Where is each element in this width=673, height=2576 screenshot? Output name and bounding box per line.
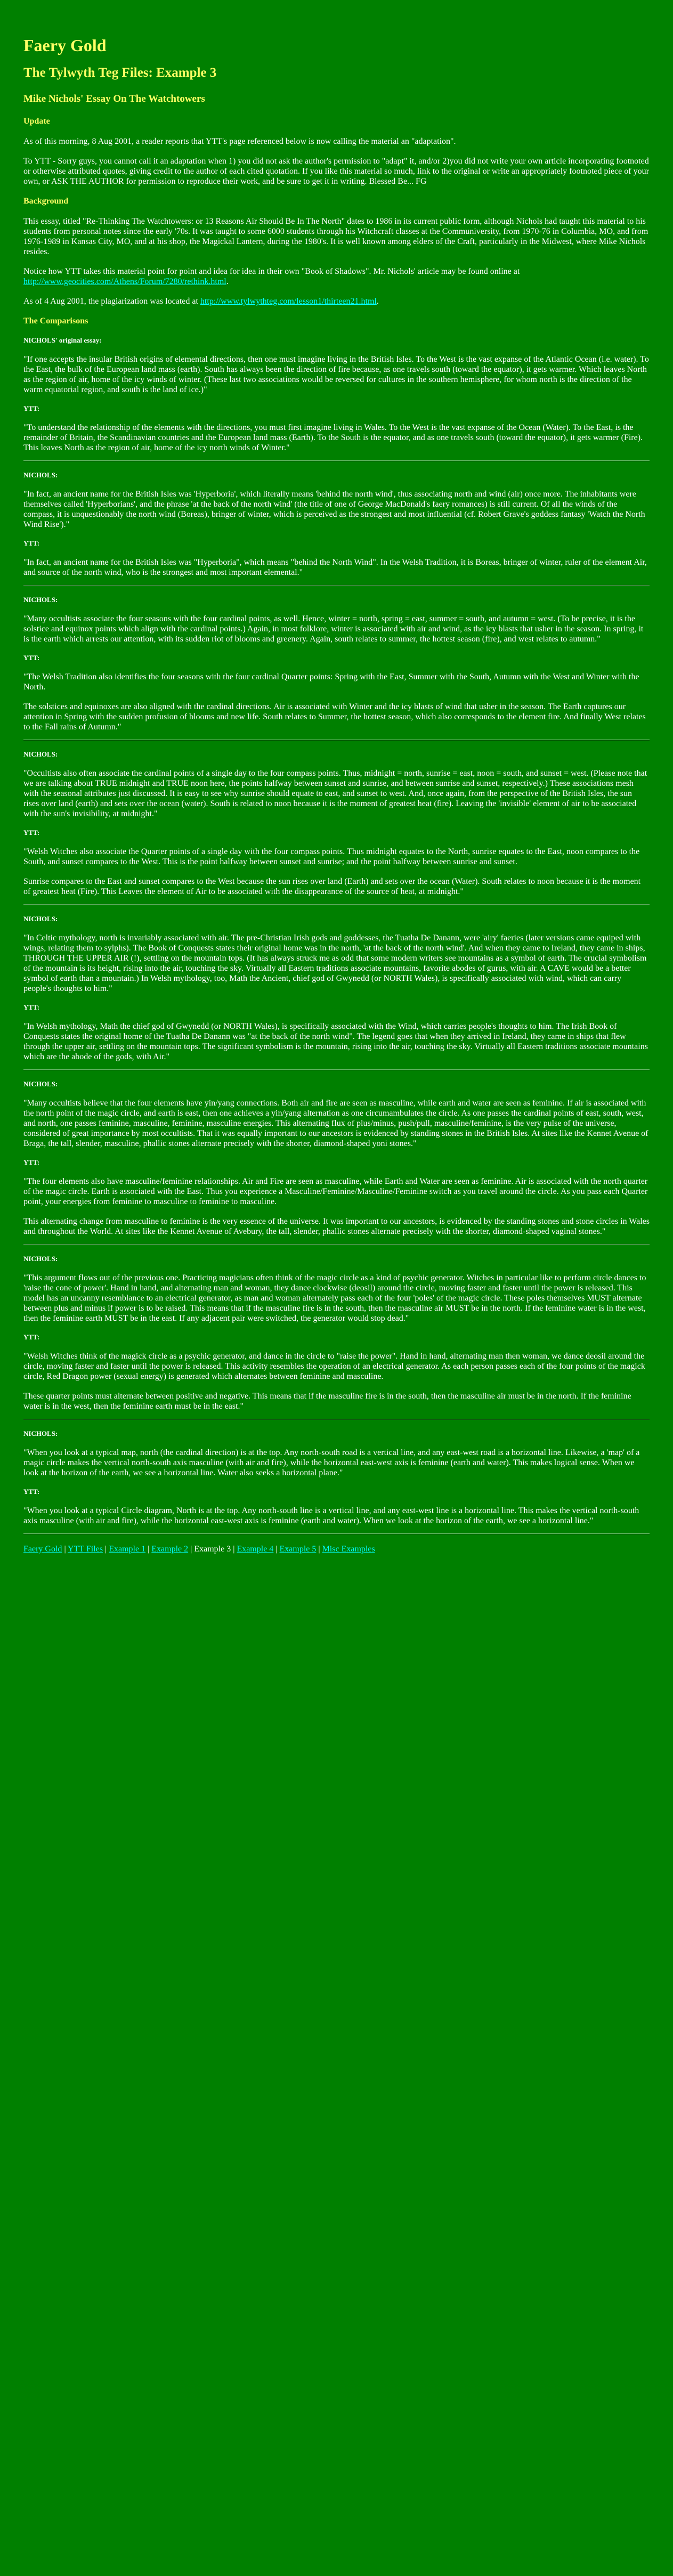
divider: [23, 585, 650, 586]
nav-link-example-5[interactable]: Example 5: [279, 1545, 317, 1554]
ytt-quote-continued: This alternating change from masculine to feminine is the very essence of the universe. It was important to our ancestors, is evidenced by the standing stones and stone circles in Wales and throughout the World. At sites like the Kennet Avenue of Avebury, the tall, slender, phallic stones alternate precisely with the shorter, diamond-shaped vaginal stones.": [23, 1217, 650, 1236]
divider: [23, 1533, 650, 1534]
ytt-quote-continued: The solstices and equinoxes are also aligned with the cardinal directions. Air is associated with Winter and the icy blasts of wind that usher in the season. The Earth captures our attention in Spring with the sudden profusion of blooms and new life. South relates to Summer, the hottest season, which also corresponds to the element fire. And finally West relates to the Fall rains of Autumn.": [23, 702, 646, 732]
nav-separator: |: [62, 1545, 68, 1554]
update-heading: Update: [23, 117, 50, 126]
page-subtitle: The Tylwyth Teg Files: Example 3: [23, 66, 217, 80]
divider: [23, 904, 650, 905]
divider: [23, 1069, 650, 1070]
ytt-label: YTT:: [23, 1003, 40, 1011]
nichols-quote: "In Celtic mythology, north is invariably associated with air. The pre-Christian Irish gods and goddesses, the Tuatha De Danann, were 'airy' faeries (later versions came equiped with wings, relating them to sylphs). The Book of Conquests states their original home was in the north, 'at the back of the north wind'. And when they came to Ireland, they came in ships, THROUGH THE UPPER AIR (!), settling on the mountain tops. (It has always struck me as odd that some modern writers see mountains as a symbol of earth. The crucial symbolism of the mountain is its height, rising into the air, touching the sky. Virtually all Eastern traditions associate mountains, favorite abodes of gurus, with air. A CAVE would be a better symbol of earth than a mountain.) In Welsh mythology, too, Math the Ancient, chief god of Gwynedd (or NORTH Wales), is specifically associated with wind, which can carry people's thoughts to him.": [23, 933, 647, 993]
background-p3-end: .: [376, 297, 379, 306]
divider: [23, 1244, 650, 1245]
nav-separator: |: [188, 1545, 194, 1554]
nichols-label: NICHOLS:: [23, 596, 58, 604]
nav-current-example-3: Example 3: [194, 1545, 231, 1554]
nav-separator: |: [316, 1545, 322, 1554]
nav-link-ytt-files[interactable]: YTT Files: [68, 1545, 103, 1554]
nav-separator: |: [145, 1545, 152, 1554]
original-essay-link[interactable]: http://www.geocities.com/Athens/Forum/7280/rethink.html: [23, 277, 226, 286]
ytt-quote: "Welsh Witches also associate the Quarter points of a single day with the four compass points. Thus midnight equates to the North, sunrise equates to the East, noon compares to the South, and sunset compares to the West. This is the point halfway between sunset and sunrise; and the point halfway between sunrise and sunset.: [23, 847, 640, 866]
ytt-quote-continued: These quarter points must alternate between positive and negative. This means that if the masculine fire is in the south, then the masculine air must be in the north. If the feminine water is in the west, then the feminine earth must be in the east.": [23, 1392, 631, 1411]
comparisons-heading: The Comparisons: [23, 316, 88, 326]
nichols-label: NICHOLS:: [23, 915, 58, 923]
nichols-label: NICHOLS:: [23, 471, 58, 479]
nichols-label: NICHOLS:: [23, 1255, 58, 1263]
nav-separator: |: [102, 1545, 109, 1554]
background-paragraph-3: [23, 296, 650, 306]
ytt-quote: "The Welsh Tradition also identifies the four seasons with the four cardinal Quarter points: Spring with the East, Summer with the South, Autumn with the West and Winter with the North.: [23, 672, 639, 692]
essay-heading: Mike Nichols' Essay On The Watchtowers: [23, 93, 205, 104]
ytt-quote: "The four elements also have masculine/feminine relationships. Air and Fire are seen as masculine, while Earth and Water are seen as feminine. Air is associated with the north quarter of the magic circle. Earth is associated with the East. Thus you experience a Masculine/Feminine/Masculine/Feminine switch as you travel around the circle. As you pass each Quarter point, your energies from feminine to masculine to feminine to masculine.: [23, 1177, 648, 1206]
ytt-label: YTT:: [23, 404, 40, 412]
ytt-label: YTT:: [23, 539, 40, 547]
nichols-quote: "This argument flows out of the previous one. Practicing magicians often think of the magic circle as a kind of psychic generator. Witches in particular like to perform circle dances to 'raise the cone of power'. Hand in hand, and alternating man and woman, they dance clockwise (deosil) around the circle, moving faster and faster until the power is released. This model has an uncanny resemblance to an electrical generator, as man and woman alternately pass each of the four 'poles' of the magic circle. These poles themselves MUST alternate between plus and minus if power is to be raised. This means that if the masculine fire is in the south, then the masculine air MUST be in the north. If the feminine water is in the west, then the feminine earth MUST be in the east. If any adjacent pair were switched, the generator would stop dead.": [23, 1273, 646, 1323]
plagiarized-page-link[interactable]: http://www.tylwythteg.com/lesson1/thirteen21.html: [200, 297, 377, 306]
ytt-quote: "Welsh Witches think of the magick circle as a psychic generator, and dance in the circle to "raise the power". Hand in hand, alternating man then woman, we dance deosil around the circle, moving faster and faster until the power is released. This activity resembles the operation of an electrical generator. As each person passes each of the four points of the magick circle, Red Dragon power (sexual energy) is generated which alternates between feminine and masculine.: [23, 1352, 645, 1381]
site-title: Faery Gold: [23, 36, 107, 55]
ytt-label: YTT:: [23, 1158, 40, 1166]
nichols-quote: "Occultists also often associate the cardinal points of a single day to the four compass points. Thus, midnight = north, sunrise = east, noon = south, and sunset = west. (Please note that we are talking about TRUE midnight and TRUE noon here, the points halfway between sunset and sunrise, and between sunrise and sunset, respectively.) These associations mesh with the seasonal attributes just discussed. It is easy to see why sunrise should equate to east, and sunset to west. And, once again, from the perspective of the British Isles, the sun rises over land (earth) and sets over the ocean (water). South is related to noon because it is the moment of greatest heat (fire). Leaving the 'invisible' element of air to be associated with the sun's invisibility, at midnight.": [23, 769, 647, 818]
update-paragraph-2: To YTT - Sorry guys, you cannot call it an adaptation when 1) you did not ask the author's permission to "adapt" it, and/or 2)you did not write your own article incorporating footnoted or otherwise attributed quotes, giving credit to the author of each cited quotation. If you like this material so much, link to the original or write an appropriately footnoted piece of your own, or ASK THE AUTHOR for permission to reproduce their work, and be sure to get it in writing. Blessed Be... FG: [23, 157, 649, 186]
nichols-quote: "In fact, an ancient name for the British Isles was 'Hyperboria', which literally means 'behind the north wind', thus associating north and wind (air) once more. The inhabitants were themselves called 'Hyperborians', and the phrase 'at the back of the north wind' (the title of one of George MacDonald's faery romances) is still current. Of all the winds of the compass, it is unquestionably the north wind (Boreas), bringer of winter, which is perceived as the strongest and most influential (cf. Robert Grave's goddess fantasy 'Watch the North Wind Rise').": [23, 490, 645, 529]
divider: [23, 460, 650, 461]
ytt-label: YTT:: [23, 654, 40, 662]
nav-link-example-1[interactable]: Example 1: [109, 1545, 146, 1554]
divider: [23, 740, 650, 741]
nav-link-example-4[interactable]: Example 4: [237, 1545, 274, 1554]
ytt-label: YTT:: [23, 1333, 40, 1341]
nichols-quote: "If one accepts the insular British origins of elemental directions, then one must imagine living in the British Isles. To the West is the vast expanse of the Atlantic Ocean (i.e. water). To the East, the bulk of the European land mass (earth). South has always been the direction of fire because, as one travels south (toward the equator), it gets warmer. Which leaves North as the region of air, home of the icy winds of winter. (These last two associations would be reversed for cultures in the southern hemisphere, for whom north is the direction of the warm equatorial region, and south is the land of ice.)": [23, 355, 649, 394]
ytt-quote: "When you look at a typical Circle diagram, North is at the top. Any north-south line is a vertical line, and any east-west line is a horizontal line. This makes the vertical north-south axis masculine (with air and fire), while the horizontal east-west axis is feminine (earth and water). When we look at the horizon of the earth, we see a horizontal line.": [23, 1506, 639, 1525]
ytt-quote: "In fact, an ancient name for the British Isles was "Hyperboria", which means "behind the North Wind". In the Welsh Tradition, it is Boreas, bringer of winter, ruler of the element Air, and source of the north wind, who is the strongest and most important elemental.": [23, 558, 647, 577]
background-p2-end: .: [226, 277, 229, 286]
nav-separator: |: [231, 1545, 237, 1554]
nav-link-misc-examples[interactable]: Misc Examples: [322, 1545, 375, 1554]
footer-nav: [23, 1544, 650, 1554]
nav-link-example-2[interactable]: Example 2: [151, 1545, 189, 1554]
background-heading: Background: [23, 197, 69, 206]
ytt-quote: "To understand the relationship of the elements with the directions, you must first imagine living in Wales. To the West is the vast expanse of the Ocean (Water). To the East, is the remainder of Britain, the Scandinavian countries and the European land mass (Earth). To the South is the equator, and as one travels south (toward the equator), it gets warmer (Fire). This leaves North as the region of air, home of the icy north winds of Winter.": [23, 423, 643, 452]
divider: [23, 1419, 650, 1420]
nichols-label: NICHOLS' original essay:: [23, 336, 102, 344]
nichols-quote: "Many occultists believe that the four elements have yin/yang connections. Both air and fire are seen as masculine, while earth and water are seen as feminine. If air is associated with the north point of the magic circle, and earth is east, then one achieves a yin/yang alternation as one circumambulates the circle. As one passes the cardinal points of east, south, west, and north, one passes feminine, masculine, feminine, masculine energies. This alternating flux of plus/minus, push/pull, masculine/feminine, is the very pulse of the universe, considered of great importance by most occultists. That it was equally important to our ancestors is evidenced by standing stones in the British Isles. At sites like the Kennet Avenue of Braga, the tall, slender, masculine, phallic stones alternate precisely with the shorter, diamond-shaped yoni stones.": [23, 1099, 648, 1148]
nav-link-faery-gold[interactable]: Faery Gold: [23, 1545, 62, 1554]
background-paragraph-1: This essay, titled "Re-Thinking The Watchtowers: or 13 Reasons Air Should Be In The North" dates to 1986 in its current public form, although Nichols had taught this material to his students from personal notes since the early '70s. It was taught to some 6000 students through his Witchcraft classes at the Communiversity, from 1970-76 in Columbia, MO, and from 1976-1989 in Kansas City, MO, and at his shop, the Magickal Lantern, during the 1980's. It is well known among elders of the Craft, particularly in the Midwest, where Mike Nichols resides.: [23, 217, 648, 256]
nichols-quote: "When you look at a typical map, north (the cardinal direction) is at the top. Any north-south road is a vertical line, and any east-west road is a horizontal line. Likewise, a 'map' of a magic circle makes the vertical north-south axis masculine (with air and fire), while the horizontal east-west axis is feminine (earth and water). This makes logical sense. When we look at the horizon of the earth, we see a horizontal line. Water also seeks a horizontal plane.": [23, 1448, 640, 1477]
background-paragraph-2: [23, 266, 650, 287]
nav-separator: |: [273, 1545, 280, 1554]
nichols-label: NICHOLS:: [23, 750, 58, 758]
nichols-label: NICHOLS:: [23, 1429, 58, 1437]
background-p3-text: As of 4 Aug 2001, the plagiarization was located at: [23, 297, 200, 306]
ytt-quote: "In Welsh mythology, Math the chief god of Gwynedd (or NORTH Wales), is specifically associated with the Wind, which carries people's thoughts to him. The Irish Book of Conquests states the original home of the Tuatha De Danann was "at the back of the north wind". The legend goes that when they arrived in Ireland, they came in ships that flew through the upper air, settling on the mountain tops. The significant symbolism is the mountain, rising into the air, touching the sky. Virtually all Eastern traditions associate mountains which are the abode of the gods, with Air.": [23, 1022, 648, 1061]
nichols-quote: "Many occultists associate the four seasons with the four cardinal points, as well. Hence, winter = north, spring = east, summer = south, and autumn = west. (To be precise, it is the solstice and equinox points which align with the cardinal points.) Again, in most folklore, winter is associated with air and wind, as the icy blasts that usher in the season. In spring, it is the earth which arrests our attention, with its sudden riot of blooms and greenery. Again, south relates to summer, the hottest season (fire), and west relates to autumn.": [23, 614, 644, 644]
update-paragraph-1: As of this morning, 8 Aug 2001, a reader reports that YTT's page referenced below is now calling the material an "adaptation".: [23, 137, 456, 146]
ytt-quote-continued: Sunrise compares to the East and sunset compares to the West because the sun rises over land (Earth) and sets over the ocean (Water). South relates to noon because it is the moment of greatest heat (Fire). This Leaves the element of Air to be associated with the disappearance of the source of heat, at midnight.": [23, 877, 641, 896]
background-p2-text: Notice how YTT takes this material point for point and idea for idea in their own "Book of Shadows". Mr. Nichols' article may be found online at: [23, 267, 520, 276]
nichols-label: NICHOLS:: [23, 1080, 58, 1088]
ytt-label: YTT:: [23, 1488, 40, 1496]
ytt-label: YTT:: [23, 828, 40, 836]
